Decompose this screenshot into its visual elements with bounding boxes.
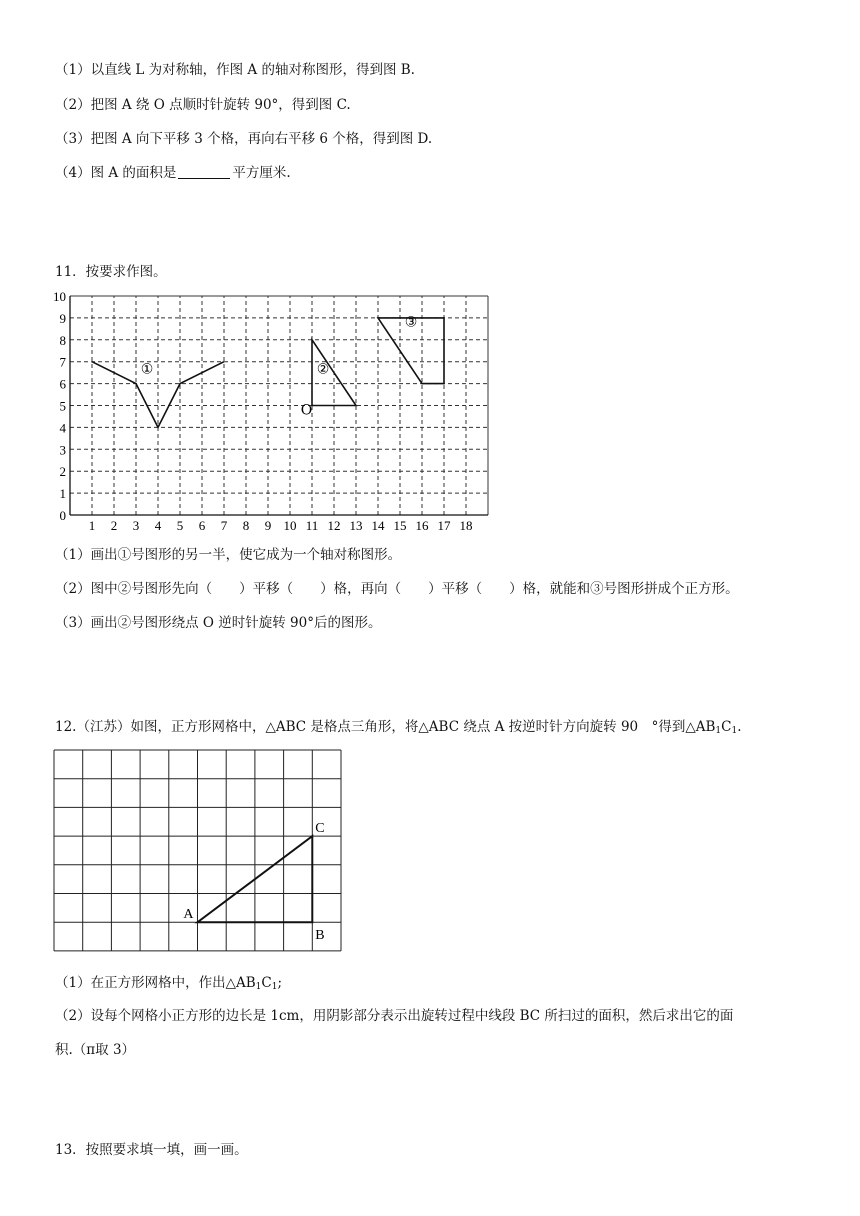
q10-item-4-text: （4）图 A 的面积是 xyxy=(55,165,177,181)
q12-item-2-line2: 积.（π取 3） xyxy=(55,1042,136,1058)
q11-title: 11．按要求作图。 xyxy=(55,264,167,280)
shape-3-label: ③ xyxy=(404,314,418,331)
q10-item-3: （3）把图 A 向下平移 3 个格，再向右平移 6 个格，得到图 D. xyxy=(55,131,433,147)
x-tick-label: 17 xyxy=(437,518,451,533)
x-tick-label: 12 xyxy=(327,518,341,533)
x-tick-label: 3 xyxy=(132,518,140,533)
q12-item-1-mid: C xyxy=(261,975,272,991)
y-tick-label: 2 xyxy=(59,464,66,480)
q12-title-main: 12.（江苏）如图，正方形网格中，△ABC 是格点三角形，将△ABC 绕点 A 按逆时针方向旋转 90 °得到△AB xyxy=(55,719,716,735)
x-tick-label: 1 xyxy=(88,518,96,533)
x-tick-label: 11 xyxy=(305,518,319,533)
vertex-c-label: C xyxy=(315,821,325,837)
y-tick-label: 9 xyxy=(59,310,66,326)
shape-2-label: ② xyxy=(316,361,330,378)
y-tick-label: 7 xyxy=(59,354,66,370)
x-tick-label: 9 xyxy=(264,518,272,533)
q10-item-4 xyxy=(55,163,291,183)
q11-item-1: （1）画出①号图形的另一半，使它成为一个轴对称图形。 xyxy=(55,547,402,563)
shape-1-label: ① xyxy=(140,361,154,378)
x-tick-label: 7 xyxy=(220,518,228,533)
q12-title-sub2: 1 xyxy=(731,726,738,736)
vertex-b-label: B xyxy=(315,928,325,944)
x-tick-label: 16 xyxy=(415,518,429,533)
y-tick-label: 5 xyxy=(59,398,66,414)
x-tick-label: 13 xyxy=(349,518,363,533)
vertex-a-label: A xyxy=(183,907,194,923)
y-tick-label: 6 xyxy=(59,376,66,392)
x-tick-label: 6 xyxy=(198,518,206,533)
q10-item-4-unit: 平方厘米. xyxy=(232,165,291,181)
q12-item-1 xyxy=(55,973,282,997)
q10-item-2: （2）把图 A 绕 O 点顺时针旋转 90°，得到图 C. xyxy=(55,97,351,113)
x-tick-label: 18 xyxy=(459,518,473,533)
y-tick-label: 4 xyxy=(59,420,66,436)
q12-square-grid xyxy=(54,748,354,958)
q11-coordinate-grid xyxy=(40,288,480,533)
x-tick-label: 15 xyxy=(393,518,407,533)
answer-blank[interactable] xyxy=(178,164,230,179)
q12-item-2-line1: （2）设每个网格小正方形的边长是 1cm，用阴影部分表示出旋转过程中线段 BC 所扫过的面积，然后求出它的面 xyxy=(55,1008,734,1024)
q12-title-mid: C xyxy=(721,719,732,735)
y-tick-label: 0 xyxy=(59,508,66,523)
x-tick-label: 14 xyxy=(371,518,385,533)
x-tick-label: 10 xyxy=(283,518,297,533)
y-tick-label: 1 xyxy=(59,486,66,502)
x-tick-label: 8 xyxy=(242,518,250,533)
q10-item-1: （1）以直线 L 为对称轴，作图 A 的轴对称图形，得到图 B. xyxy=(55,62,415,78)
y-tick-label: 10 xyxy=(53,289,66,304)
q12-title-end: . xyxy=(737,719,742,735)
q12-title-sub1: 1 xyxy=(715,726,722,736)
q12-title xyxy=(55,717,742,741)
q12-item-1-sub1: 1 xyxy=(255,982,262,992)
q11-item-2: （2）图中②号图形先向（ ）平移（ ）格，再向（ ）平移（ ）格，就能和③号图形拼成个正方形。 xyxy=(55,581,739,597)
point-o-label: O xyxy=(300,402,313,419)
x-tick-label: 4 xyxy=(154,518,162,533)
q12-item-1-end: ; xyxy=(277,975,283,991)
x-tick-label: 5 xyxy=(176,518,184,533)
y-tick-label: 8 xyxy=(59,332,66,348)
q12-item-1-sub2: 1 xyxy=(271,982,278,992)
q12-item-1-main: （1）在正方形网格中，作出△AB xyxy=(55,975,256,991)
q13-title: 13．按照要求填一填，画一画。 xyxy=(55,1142,248,1158)
x-tick-label: 2 xyxy=(110,518,118,533)
q11-item-3: （3）画出②号图形绕点 O 逆时针旋转 90°后的图形。 xyxy=(55,615,382,631)
y-tick-label: 3 xyxy=(59,442,66,458)
